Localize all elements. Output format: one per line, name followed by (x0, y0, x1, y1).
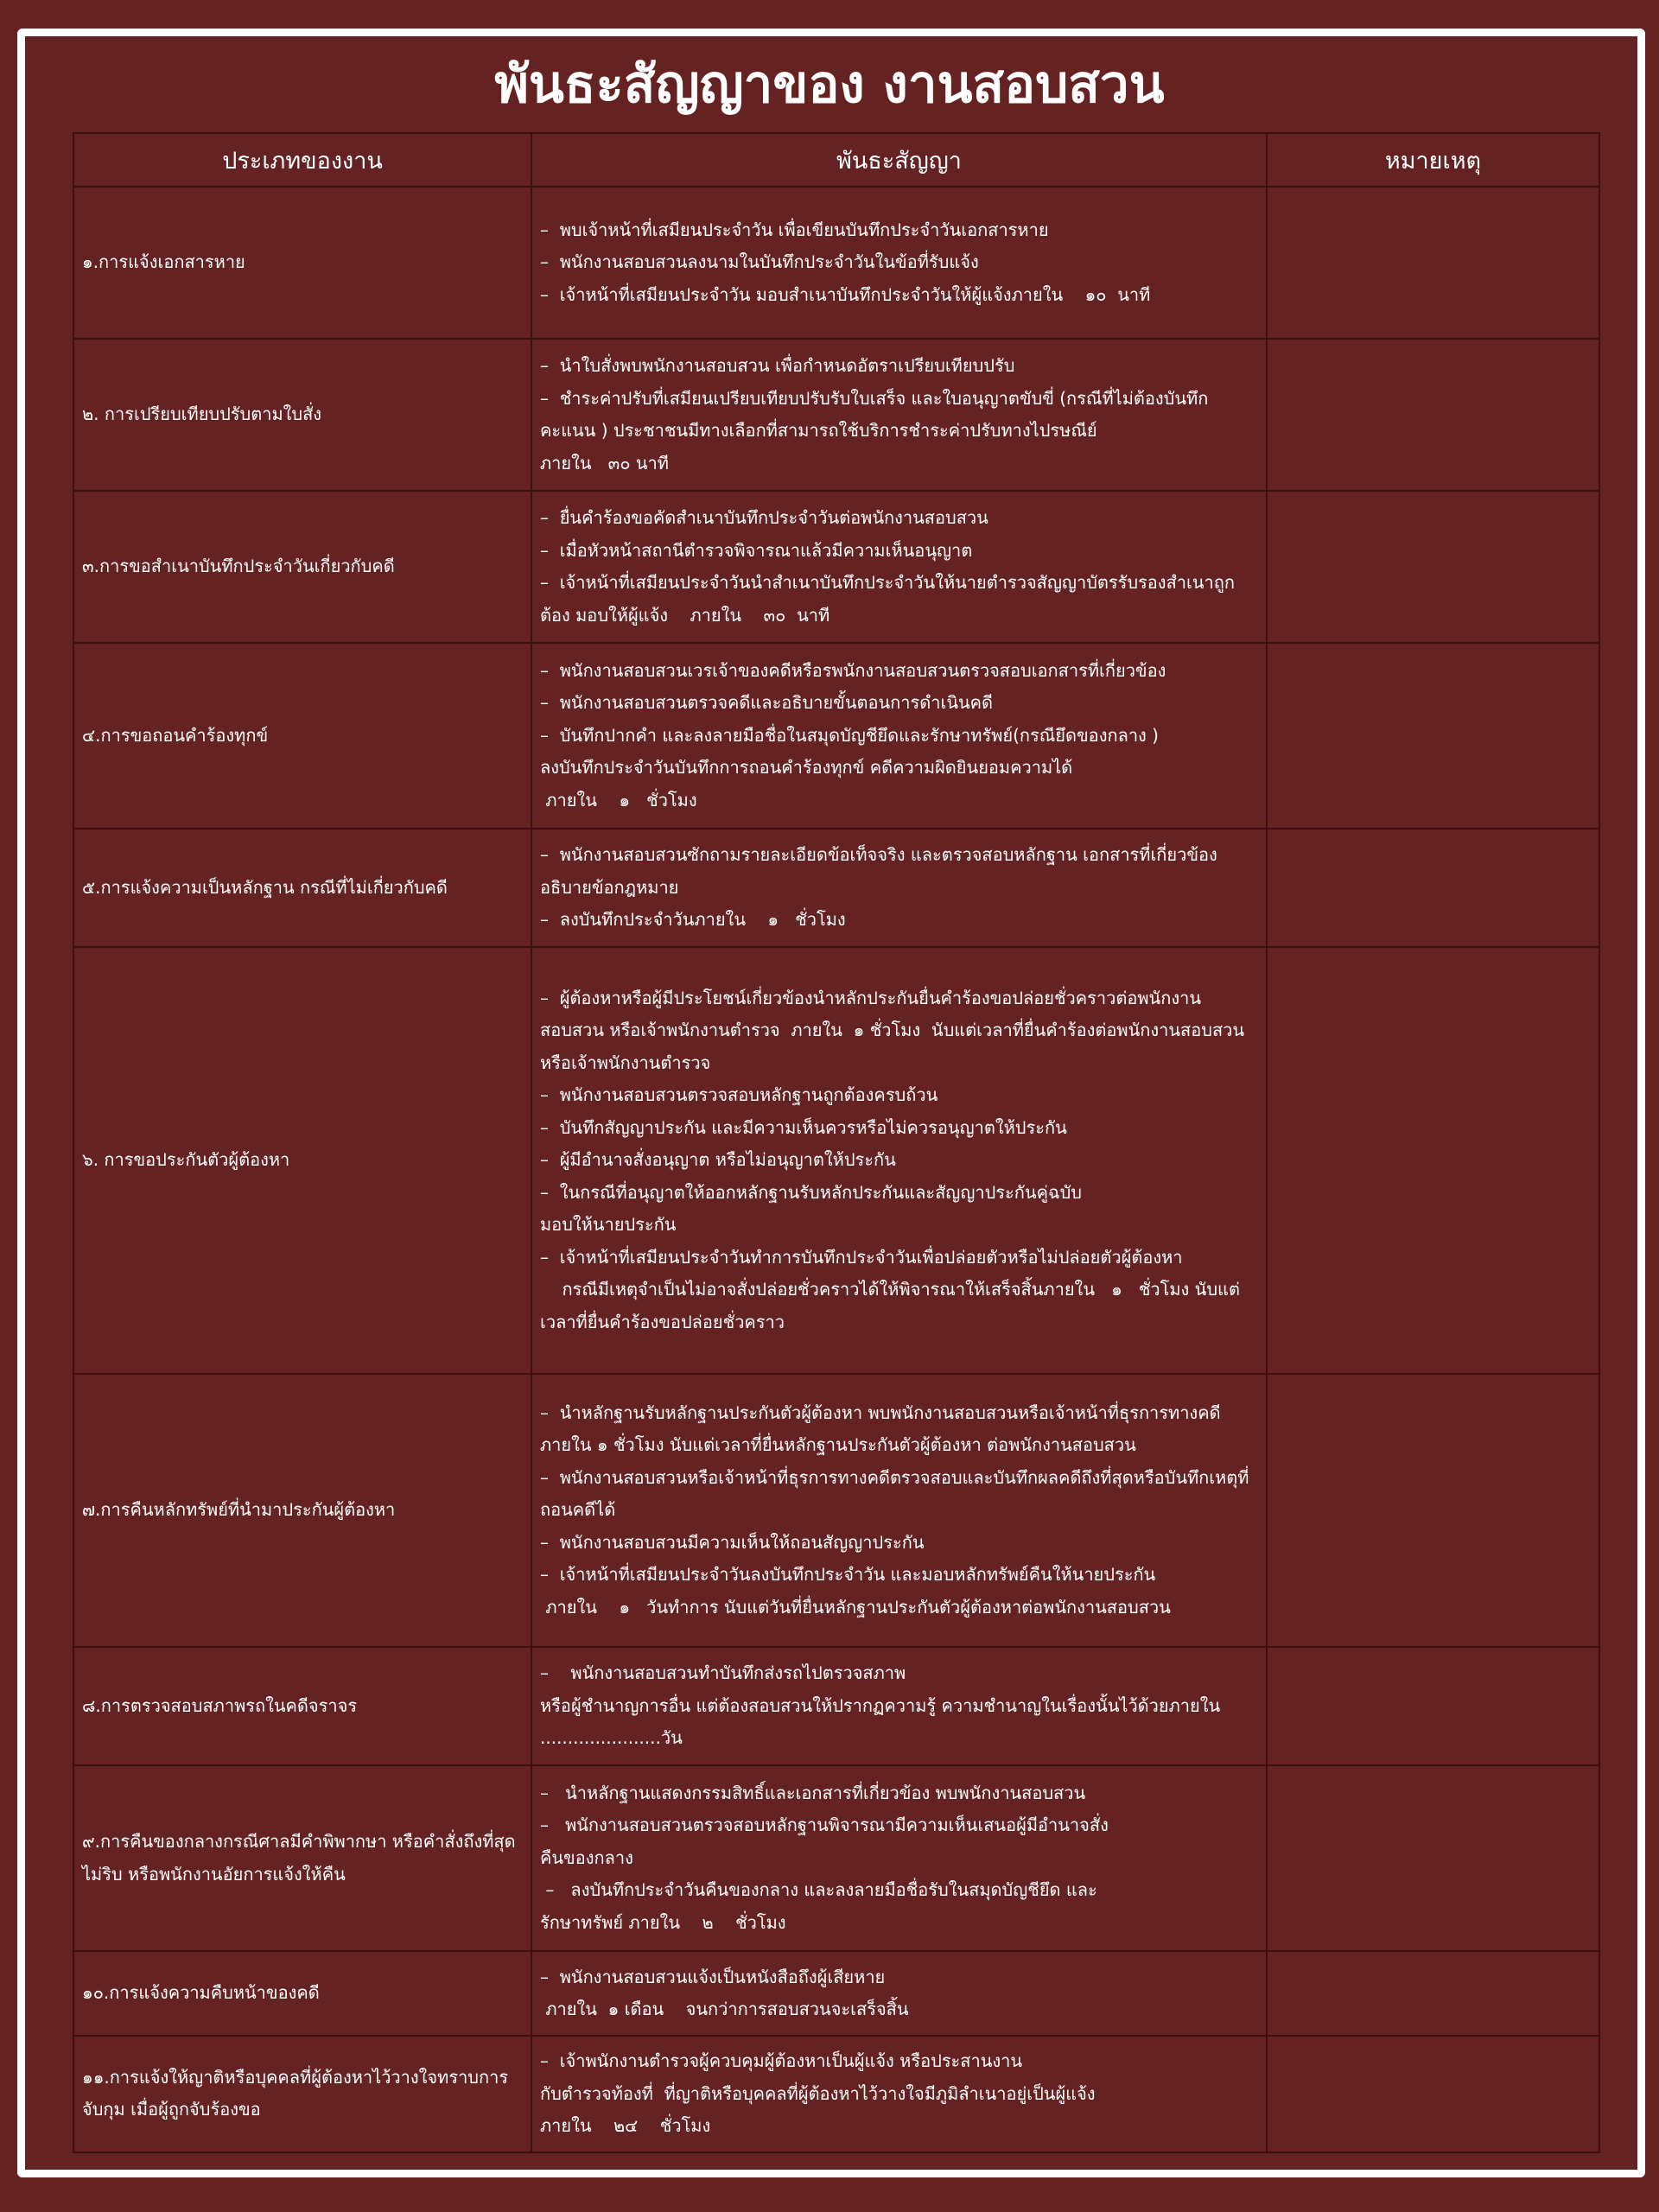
note-cell (1267, 947, 1599, 1374)
work-type-cell: ๑๐.การแจ้งความคืบหน้าของคดี (73, 1951, 531, 2036)
note-cell (1267, 1951, 1599, 2036)
header-note: หมายเหตุ (1267, 133, 1599, 187)
commitment-cell: – พนักงานสอบสวนทำบันทึกส่งรถไปตรวจสภาพ หรือผู้ชำนาญการอื่น แต่ต้องสอบสวนให้ปรากฏความรู้ ความชำนาญในเรื่องนั้นไว้ด้วยภายใน ......................วัน (531, 1647, 1267, 1765)
table-row (73, 1765, 1599, 1951)
table-row (73, 2036, 1599, 2152)
table-header-row (73, 133, 1599, 187)
table-row (73, 1374, 1599, 1647)
work-type-cell: ๓.การขอสำเนาบันทึกประจำวันเกี่ยวกับคดี (73, 491, 531, 643)
table-row (73, 187, 1599, 339)
note-cell (1267, 2036, 1599, 2152)
note-cell (1267, 339, 1599, 491)
note-cell (1267, 829, 1599, 947)
work-type-cell: ๕.การแจ้งความเป็นหลักฐาน กรณีที่ไม่เกี่ยวกับคดี (73, 829, 531, 947)
table-row (73, 339, 1599, 491)
note-cell (1267, 643, 1599, 829)
commitment-cell: – พบเจ้าหน้าที่เสมียนประจำวัน เพื่อเขียนบันทึกประจำวันเอกสารหาย – พนักงานสอบสวนลงนามในบันทึกประจำวันในข้อที่รับแจ้ง – เจ้าหน้าที่เสมียนประจำวัน มอบสำเนาบันทึกประจำวันให้ผู้แจ้งภายใน ๑๐ นาที (531, 187, 1267, 339)
table-row (73, 1951, 1599, 2036)
table-row (73, 947, 1599, 1374)
page-title: พันธะสัญญาของ งานสอบสวน (494, 54, 1165, 115)
commitment-cell: – นำใบสั่งพบพนักงานสอบสวน เพื่อกำหนดอัตราเปรียบเทียบปรับ – ชำระค่าปรับที่เสมียนเปรียบเทียบปรับรับใบเสร็จ และใบอนุญาตขับขี่ (กรณีที่ไม่ต้องบันทึกคะแนน ) ประชาชนมีทางเลือกที่สามารถใช้บริการชำระค่าปรับทางไปรษณีย์ ภายใน ๓๐ นาที (531, 339, 1267, 491)
note-cell (1267, 187, 1599, 339)
work-type-cell: ๘.การตรวจสอบสภาพรถในคดีจราจร (73, 1647, 531, 1765)
commitment-cell: – พนักงานสอบสวนเวรเจ้าของคดีหรือรพนักงานสอบสวนตรวจสอบเอกสารที่เกี่ยวข้อง – พนักงานสอบสวนตรวจคดีและอธิบายขั้นตอนการดำเนินคดี – บันทึกปากคำ และลงลายมือชื่อในสมุดบัญชียึดและรักษาทรัพย์(กรณียึดของกลาง ) ลงบันทึกประจำวันบันทึกการถอนคำร้องทุกข์ คดีความผิดยินยอมความได้ ภายใน ๑ ชั่วโมง (531, 643, 1267, 829)
work-type-cell: ๒. การเปรียบเทียบปรับตามใบสั่ง (73, 339, 531, 491)
work-type-cell: ๑๑.การแจ้งให้ญาติหรือบุคคลที่ผู้ต้องหาไว้วางใจทราบการจับกุม เมื่อผู้ถูกจับร้องขอ (73, 2036, 531, 2152)
commitment-cell: – พนักงานสอบสวนซักถามรายละเอียดข้อเท็จจริง และตรวจสอบหลักฐาน เอกสารที่เกี่ยวข้อง อธิบายข้อกฎหมาย – ลงบันทึกประจำวันภายใน ๑ ชั่วโมง (531, 829, 1267, 947)
header-commitment: พันธะสัญญา (531, 133, 1267, 187)
commitment-cell: – ผู้ต้องหาหรือผู้มีประโยชน์เกี่ยวข้องนำหลักประกันยื่นคำร้องขอปล่อยชั่วคราวต่อพนักงานสอบสวน หรือเจ้าพนักงานตำรวจ ภายใน ๑ ชั่วโมง นับแต่เวลาที่ยื่นคำร้องต่อพนักงานสอบสวนหรือเจ้าพนักงานตำรวจ – พนักงานสอบสวนตรวจสอบหลักฐานถูกต้องครบถ้วน – บันทึกสัญญาประกัน และมีความเห็นควรหรือไม่ควรอนุญาตให้ประกัน – ผู้มีอำนาจสั่งอนุญาต หรือไม่อนุญาตให้ประกัน – ในกรณีที่อนุญาตให้ออกหลักฐานรับหลักประกันและสัญญาประกันคู่ฉบับ มอบให้นายประกัน – เจ้าหน้าที่เสมียนประจำวันทำการบันทึกประจำวันเพื่อปล่อยตัวหรือไม่ปล่อยตัวผู้ต้องหา กรณีมีเหตุจำเป็นไม่อาจสั่งปล่อยชั่วคราวได้ให้พิจารณาให้เสร็จสิ้นภายใน ๑ ชั่วโมง นับแต่เวลาที่ยื่นคำร้องขอปล่อยชั่วคราว (531, 947, 1267, 1374)
header-work-type: ประเภทของงาน (73, 133, 531, 187)
work-type-cell: ๖. การขอประกันตัวผู้ต้องหา (73, 947, 531, 1374)
work-type-cell: ๑.การแจ้งเอกสารหาย (73, 187, 531, 339)
commitment-cell: – นำหลักฐานรับหลักฐานประกันตัวผู้ต้องหา พบพนักงานสอบสวนหรือเจ้าหน้าที่ธุรการทางคดีภายใน ๑ ชั่วโมง นับแต่เวลาที่ยื่นหลักฐานประกันตัวผู้ต้องหา ต่อพนักงานสอบสวน – พนักงานสอบสวนหรือเจ้าหน้าที่ธุรการทางคดีตรวจสอบและบันทึกผลคดีถึงที่สุดหรือบันทึกเหตุที่ถอนคดีได้ – พนักงานสอบสวนมีความเห็นให้ถอนสัญญาประกัน – เจ้าหน้าที่เสมียนประจำวันลงบันทึกประจำวัน และมอบหลักทรัพย์คืนให้นายประกัน ภายใน ๑ วันทำการ นับแต่วันที่ยื่นหลักฐานประกันตัวผู้ต้องหาต่อพนักงานสอบสวน (531, 1374, 1267, 1647)
commitment-cell: – เจ้าพนักงานตำรวจผู้ควบคุมผู้ต้องหาเป็นผู้แจ้ง หรือประสานงาน กับตำรวจท้องที่ ที่ญาติหรือบุคคลที่ผู้ต้องหาไว้วางใจมีภูมิลำเนาอยู่เป็นผู้แจ้ง ภายใน ๒๔ ชั่วโมง (531, 2036, 1267, 2152)
table-row (73, 643, 1599, 829)
table-row (73, 829, 1599, 947)
work-type-cell: ๗.การคืนหลักทรัพย์ที่นำมาประกันผู้ต้องหา (73, 1374, 531, 1647)
note-cell (1267, 491, 1599, 643)
work-type-cell: ๙.การคืนของกลางกรณีศาลมีคำพิพากษา หรือคำสั่งถึงที่สุดไม่ริบ หรือพนักงานอัยการแจ้งให้คืน (73, 1765, 531, 1951)
commitment-cell: – พนักงานสอบสวนแจ้งเป็นหนังสือถึงผู้เสียหาย ภายใน ๑ เดือน จนกว่าการสอบสวนจะเสร็จสิ้น (531, 1951, 1267, 2036)
table-row (73, 491, 1599, 643)
note-cell (1267, 1765, 1599, 1951)
charter-table (73, 132, 1600, 2153)
work-type-cell: ๔.การขอถอนคำร้องทุกข์ (73, 643, 531, 829)
commitment-cell: – นำหลักฐานแสดงกรรมสิทธิ์และเอกสารที่เกี่ยวข้อง พบพนักงานสอบสวน – พนักงานสอบสวนตรวจสอบหลักฐานพิจารณามีความเห็นเสนอผู้มีอำนาจสั่ง คืนของกลาง – ลงบันทึกประจำวันคืนของกลาง และลงลายมือชื่อรับในสมุดบัญชียึด และ รักษาทรัพย์ ภายใน ๒ ชั่วโมง (531, 1765, 1267, 1951)
note-cell (1267, 1647, 1599, 1765)
table-row (73, 1647, 1599, 1765)
commitment-cell: – ยื่นคำร้องขอคัดสำเนาบันทึกประจำวันต่อพนักงานสอบสวน – เมื่อหัวหน้าสถานีตำรวจพิจารณาแล้วมีความเห็นอนุญาต – เจ้าหน้าที่เสมียนประจำวันนำสำเนาบันทึกประจำวันให้นายตำรวจสัญญาบัตรรับรองสำเนาถูกต้อง มอบให้ผู้แจ้ง ภายใน ๓๐ นาที (531, 491, 1267, 643)
note-cell (1267, 1374, 1599, 1647)
